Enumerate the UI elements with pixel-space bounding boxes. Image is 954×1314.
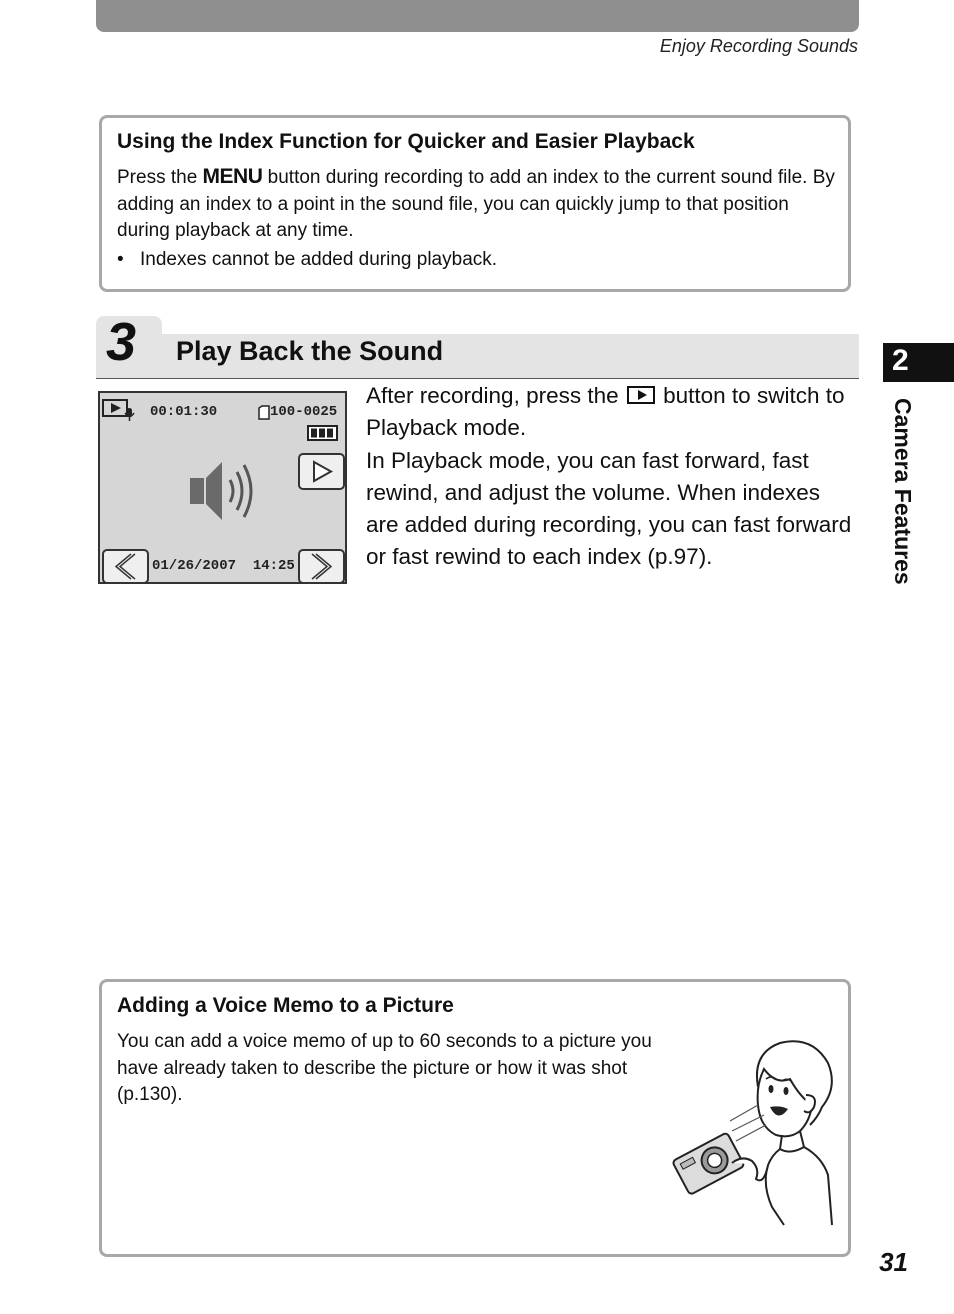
step-text-part1: After recording, press the [366, 383, 625, 408]
play-icon [300, 455, 343, 488]
step-text-part2: button to switch to Playback mode. [366, 383, 845, 441]
step-title: Play Back the Sound [176, 336, 444, 366]
file-number: 100-0025 [270, 404, 338, 420]
step-text-part3: In Playback mode, you can fast forward, fast rewind, and adjust the volume. When indexes are added during recording, you can fast forward or fast rewind to each index (p.97). [366, 447, 852, 570]
page-number: 31 [879, 1247, 908, 1277]
index-note-title: Using the Index Function for Quicker and Easier Playback [117, 130, 695, 153]
chapter-number: 2 [892, 344, 909, 377]
index-note-text [117, 164, 842, 245]
running-head: Enjoy Recording Sounds [659, 36, 858, 56]
speaker-icon [188, 456, 260, 526]
memo-note-title: Adding a Voice Memo to a Picture [117, 994, 454, 1017]
memo-note-text: You can add a voice memo of up to 60 seconds to a picture you have already taken to describe the picture or how it was shot (p.130). [117, 1031, 652, 1105]
person-with-camera-illustration [672, 1035, 840, 1231]
step-body-text [366, 380, 856, 574]
camera-screen [98, 391, 347, 584]
index-function-note [99, 115, 851, 292]
bullet-text: Indexes cannot be added during playback. [140, 249, 498, 270]
battery-icon [307, 424, 339, 442]
rewind-button[interactable] [102, 549, 149, 584]
fast-forward-icon [300, 551, 343, 582]
index-note-bullet [117, 249, 497, 271]
bullet-marker: • [117, 249, 124, 270]
index-text-after: button during recording to add an index to the current sound file. By adding an index to a point in the sound file, you can quickly jump to that position during playback at any time. [117, 167, 835, 241]
menu-button-label: MENU [202, 165, 263, 188]
playback-button-icon [627, 386, 655, 404]
elapsed-time: 00:01:30 [150, 404, 218, 420]
date-time: 01/26/2007 14:25 [152, 558, 295, 574]
playback-voice-icon [102, 398, 138, 422]
rewind-icon [104, 551, 147, 582]
chapter-label: Camera Features [890, 398, 916, 585]
top-bar [96, 0, 859, 32]
step-number: 3 [106, 312, 137, 372]
index-text-before: Press the [117, 167, 203, 188]
play-button[interactable] [298, 453, 345, 490]
card-icon [258, 405, 270, 420]
fast-forward-button[interactable] [298, 549, 345, 584]
